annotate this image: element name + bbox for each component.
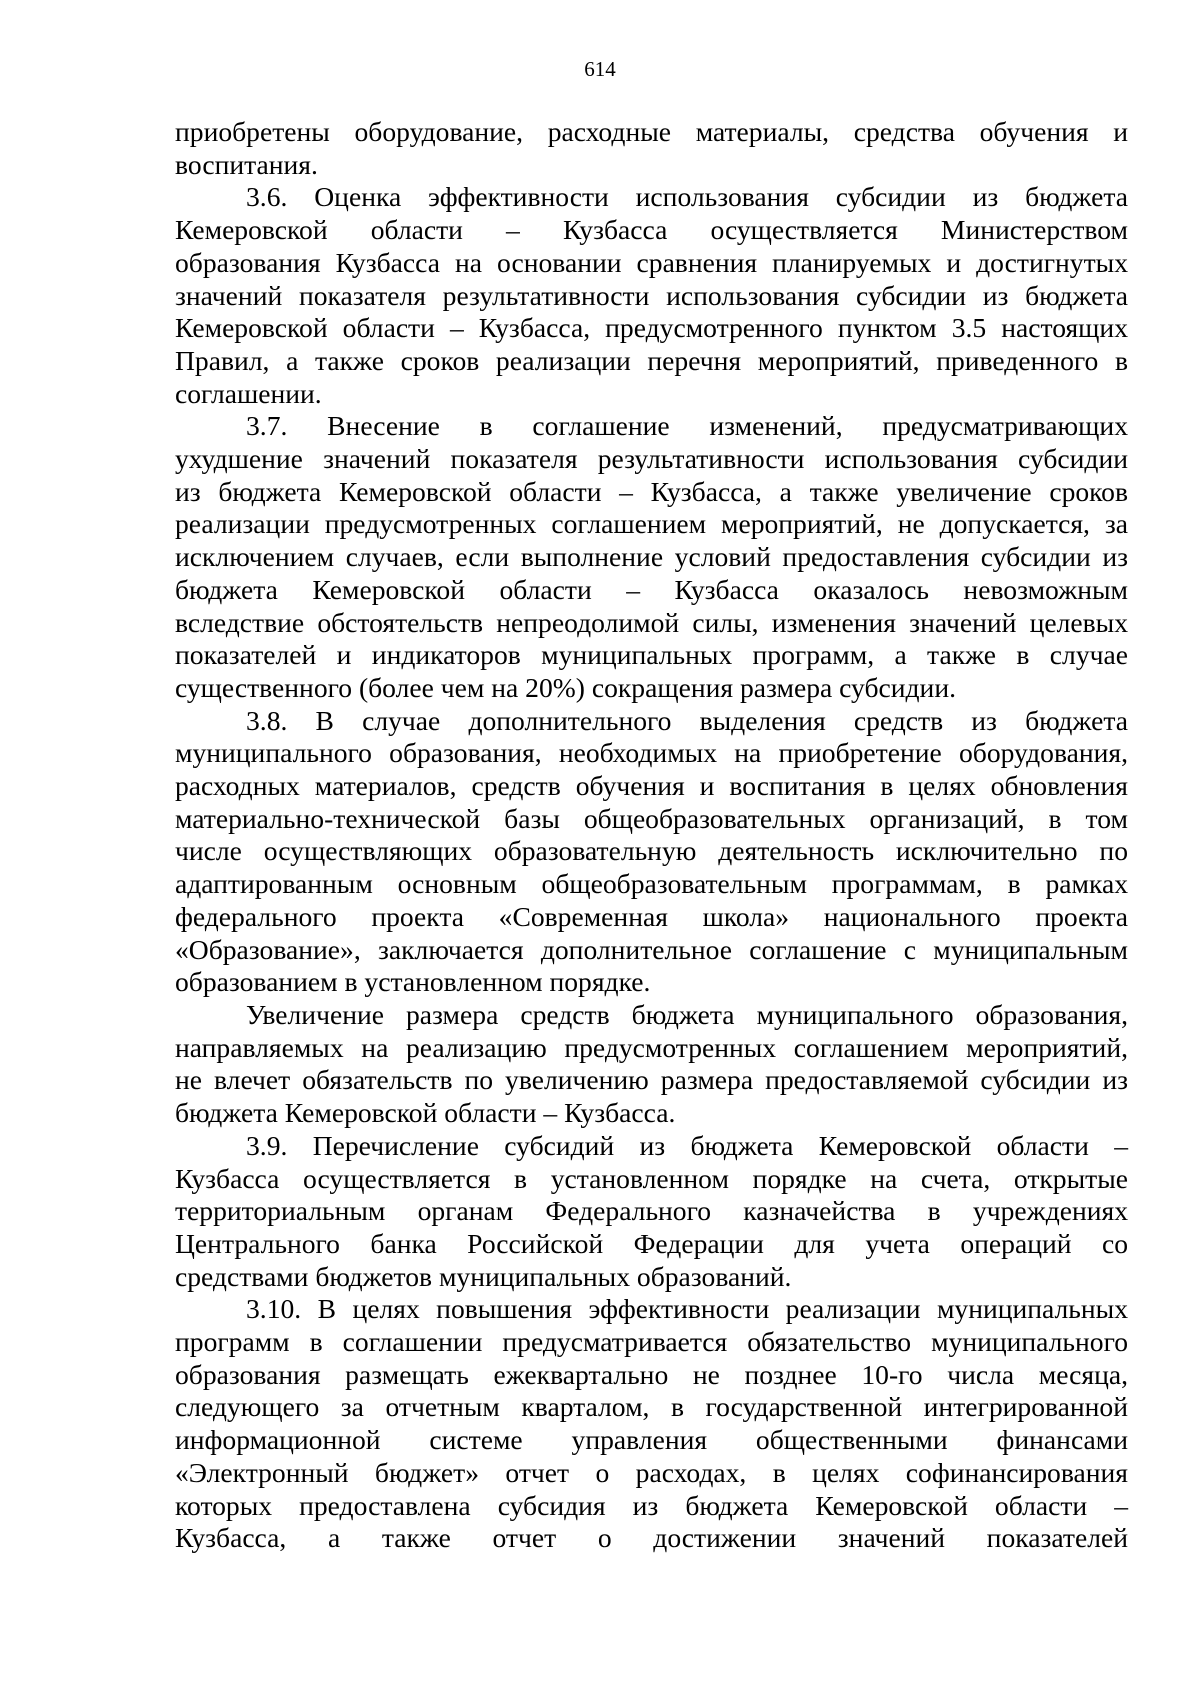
text-line: показателей и индикаторов муниципальных программ, а также в случае xyxy=(175,639,1128,671)
text-line: Увеличение размера средств бюджета муниципального образования, xyxy=(246,998,1128,1030)
text-line: Правил, а также сроков реализации перечня мероприятий, приведенного в xyxy=(175,344,1128,376)
text-line: 3.10. В целях повышения эффективности реализации муниципальных xyxy=(246,1293,1128,1325)
paragraph xyxy=(175,705,1128,999)
text-line: 3.9. Перечисление субсидий из бюджета Кемеровской области – xyxy=(246,1129,1128,1161)
text-line: соглашении. xyxy=(175,377,322,409)
paragraph xyxy=(175,410,1128,704)
text-line: адаптированным основным общеобразовательным программам, в рамках xyxy=(175,868,1128,900)
text-line: федерального проекта «Современная школа» национального проекта xyxy=(175,900,1128,932)
text-line: Кемеровской области – Кузбасса, предусмотренного пунктом 3.5 настоящих xyxy=(175,312,1128,344)
document-body xyxy=(175,116,1128,1555)
text-line: приобретены оборудование, расходные материалы, средства обучения и xyxy=(175,116,1128,147)
text-line: следующего за отчетным кварталом, в государственной интегрированной xyxy=(175,1391,1128,1423)
text-line: не влечет обязательств по увеличению размера предоставляемой субсидии из xyxy=(175,1064,1128,1096)
text-line: Кузбасса осуществляется в установленном порядке на счета, открытые xyxy=(175,1162,1128,1194)
text-line: исключением случаев, если выполнение условий предоставления субсидии из xyxy=(175,541,1128,573)
paragraph xyxy=(175,1130,1128,1294)
text-line: образования размещать ежеквартально не позднее 10-го числа месяца, xyxy=(175,1358,1128,1390)
text-line: Кемеровской области – Кузбасса осуществляется Министерством xyxy=(175,214,1128,246)
text-line: средствами бюджетов муниципальных образований. xyxy=(175,1260,792,1292)
text-line: Кузбасса, а также отчет о достижении значений показателей xyxy=(175,1522,1128,1554)
paragraph xyxy=(175,1293,1128,1555)
text-line: расходных материалов, средств обучения и воспитания в целях обновления xyxy=(175,770,1128,802)
text-line: вследствие обстоятельств непреодолимой силы, изменения значений целевых xyxy=(175,606,1128,638)
text-line: существенного (более чем на 20%) сокращения размера субсидии. xyxy=(175,671,956,703)
text-line: 3.7. Внесение в соглашение изменений, предусматривающих xyxy=(246,410,1128,442)
text-line: бюджета Кемеровской области – Кузбасса. xyxy=(175,1097,676,1129)
text-line: воспитания. xyxy=(175,148,318,180)
paragraph xyxy=(175,116,1128,181)
text-line: 3.6. Оценка эффективности использования субсидии из бюджета xyxy=(246,181,1128,213)
paragraph xyxy=(175,181,1128,410)
text-line: ухудшение значений показателя результативности использования субсидии xyxy=(175,443,1128,475)
text-line: «Электронный бюджет» отчет о расходах, в целях софинансирования xyxy=(175,1456,1128,1488)
text-line: направляемых на реализацию предусмотренных соглашением мероприятий, xyxy=(175,1031,1128,1063)
text-line: числе осуществляющих образовательную деятельность исключительно по xyxy=(175,835,1128,867)
text-line: которых предоставлена субсидия из бюджета Кемеровской области – xyxy=(175,1489,1128,1521)
text-line: материально-технической базы общеобразовательных организаций, в том xyxy=(175,802,1128,834)
paragraph xyxy=(175,999,1128,1130)
page-number: 614 xyxy=(584,57,616,81)
text-line: территориальным органам Федерального казначейства в учреждениях xyxy=(175,1195,1128,1227)
text-line: «Образование», заключается дополнительное соглашение с муниципальным xyxy=(175,933,1128,965)
text-line: муниципального образования, необходимых на приобретение оборудования, xyxy=(175,737,1128,769)
text-line: образованием в установленном порядке. xyxy=(175,966,651,998)
text-line: образования Кузбасса на основании сравнения планируемых и достигнутых xyxy=(175,246,1128,278)
text-line: Центрального банка Российской Федерации для учета операций со xyxy=(175,1227,1128,1259)
text-line: информационной системе управления общественными финансами xyxy=(175,1424,1128,1456)
text-line: из бюджета Кемеровской области – Кузбасса, а также увеличение сроков xyxy=(175,475,1128,507)
text-line: значений показателя результативности использования субсидии из бюджета xyxy=(175,279,1128,311)
text-line: бюджета Кемеровской области – Кузбасса оказалось невозможным xyxy=(175,573,1128,605)
text-line: 3.8. В случае дополнительного выделения средств из бюджета xyxy=(246,704,1128,736)
text-line: программ в соглашении предусматривается обязательство муниципального xyxy=(175,1326,1128,1358)
text-line: реализации предусмотренных соглашением мероприятий, не допускается, за xyxy=(175,508,1128,540)
